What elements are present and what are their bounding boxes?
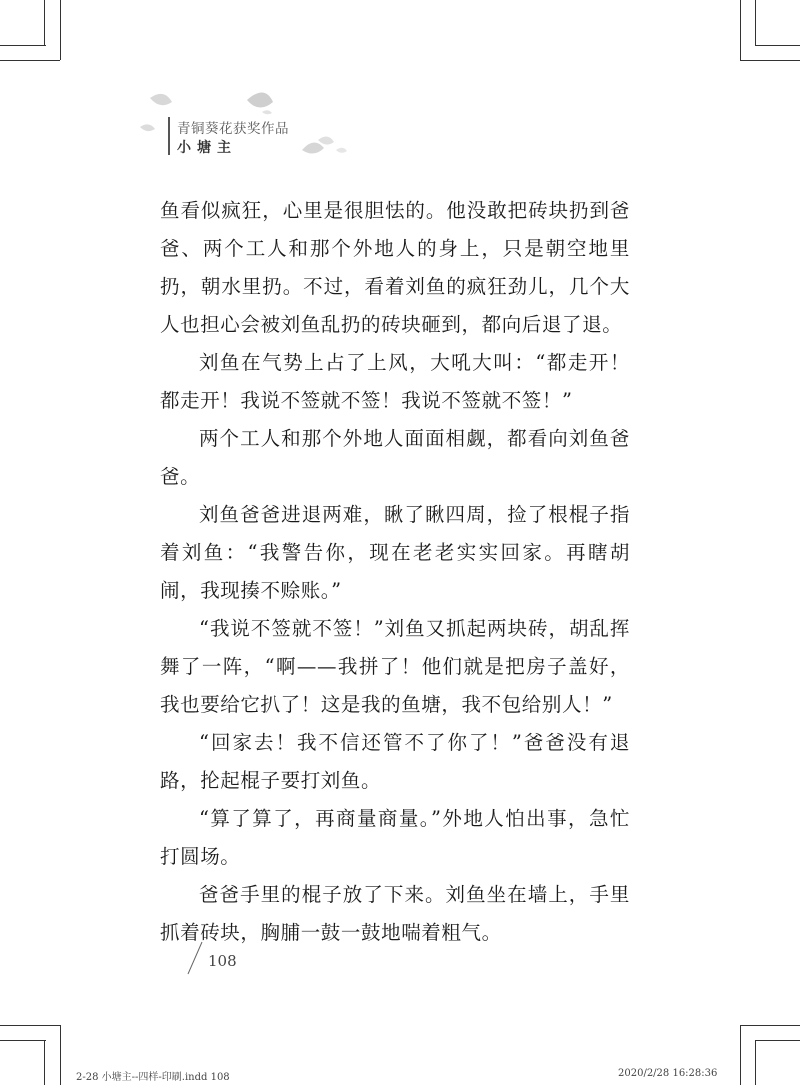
header-rule [168,117,170,155]
paragraph-4: 刘鱼爸爸进退两难，瞅了瞅四周，捡了根棍子指着刘鱼：“我警告你，现在老老实实回家。再瞎胡闹，我现揍不赊账。” [160,503,630,602]
crop-mark-bottom-left-h2 [0,1025,60,1026]
crop-mark-bottom-right-h2 [740,1025,800,1026]
folio-slash-icon [185,940,205,976]
paragraph-6: “回家去！我不信还管不了你了！”爸爸没有退路，抡起棍子要打刘鱼。 [160,731,630,792]
series-title: 青铜葵花获奖作品 [177,121,289,137]
crop-mark-bottom-left-v2 [60,1025,61,1085]
crop-mark-bottom-left-h [0,1040,46,1041]
crop-mark-bottom-right-v [755,1040,756,1085]
body-text [160,192,630,952]
paragraph-7: “算了算了，再商量商量。”外地人怕出事，急忙打圆场。 [160,807,630,868]
paragraph-2: 刘鱼在气势上占了上风，大吼大叫：“都走开！都走开！我说不签就不签！我说不签就不签！” [160,351,630,412]
slug-left: 2-28 小塘主--四样-印刷.indd 108 [76,1072,230,1083]
paragraph-8: 爸爸手里的棍子放了下来。刘鱼坐在墙上，手里抓着砖块，胸脯一鼓一鼓地喘着粗气。 [160,883,630,944]
page-number: 108 [208,952,237,970]
petal-decoration [0,0,800,180]
crop-mark-bottom-left-v [44,1040,45,1085]
paragraph-1: 鱼看似疯狂，心里是很胆怯的。他没敢把砖块扔到爸爸、两个工人和那个外地人的身上，只是朝空地里扔，朝水里扔。不过，看着刘鱼的疯狂劲儿，几个大人也担心会被刘鱼乱扔的砖块砸到，都向后退了退。 [160,199,630,336]
crop-mark-bottom-right-v2 [740,1025,741,1085]
paragraph-5: “我说不签就不签！”刘鱼又抓起两块砖，胡乱挥舞了一阵，“啊——我拼了！他们就是把房子盖好，我也要给它扒了！这是我的鱼塘，我不包给别人！” [160,617,630,716]
crop-mark-bottom-right-h [755,1040,800,1041]
slug-right: 2020/2/28 16:28:36 [618,1068,718,1079]
book-title: 小塘主 [177,140,237,156]
paragraph-3: 两个工人和那个外地人面面相觑，都看向刘鱼爸爸。 [160,427,630,488]
